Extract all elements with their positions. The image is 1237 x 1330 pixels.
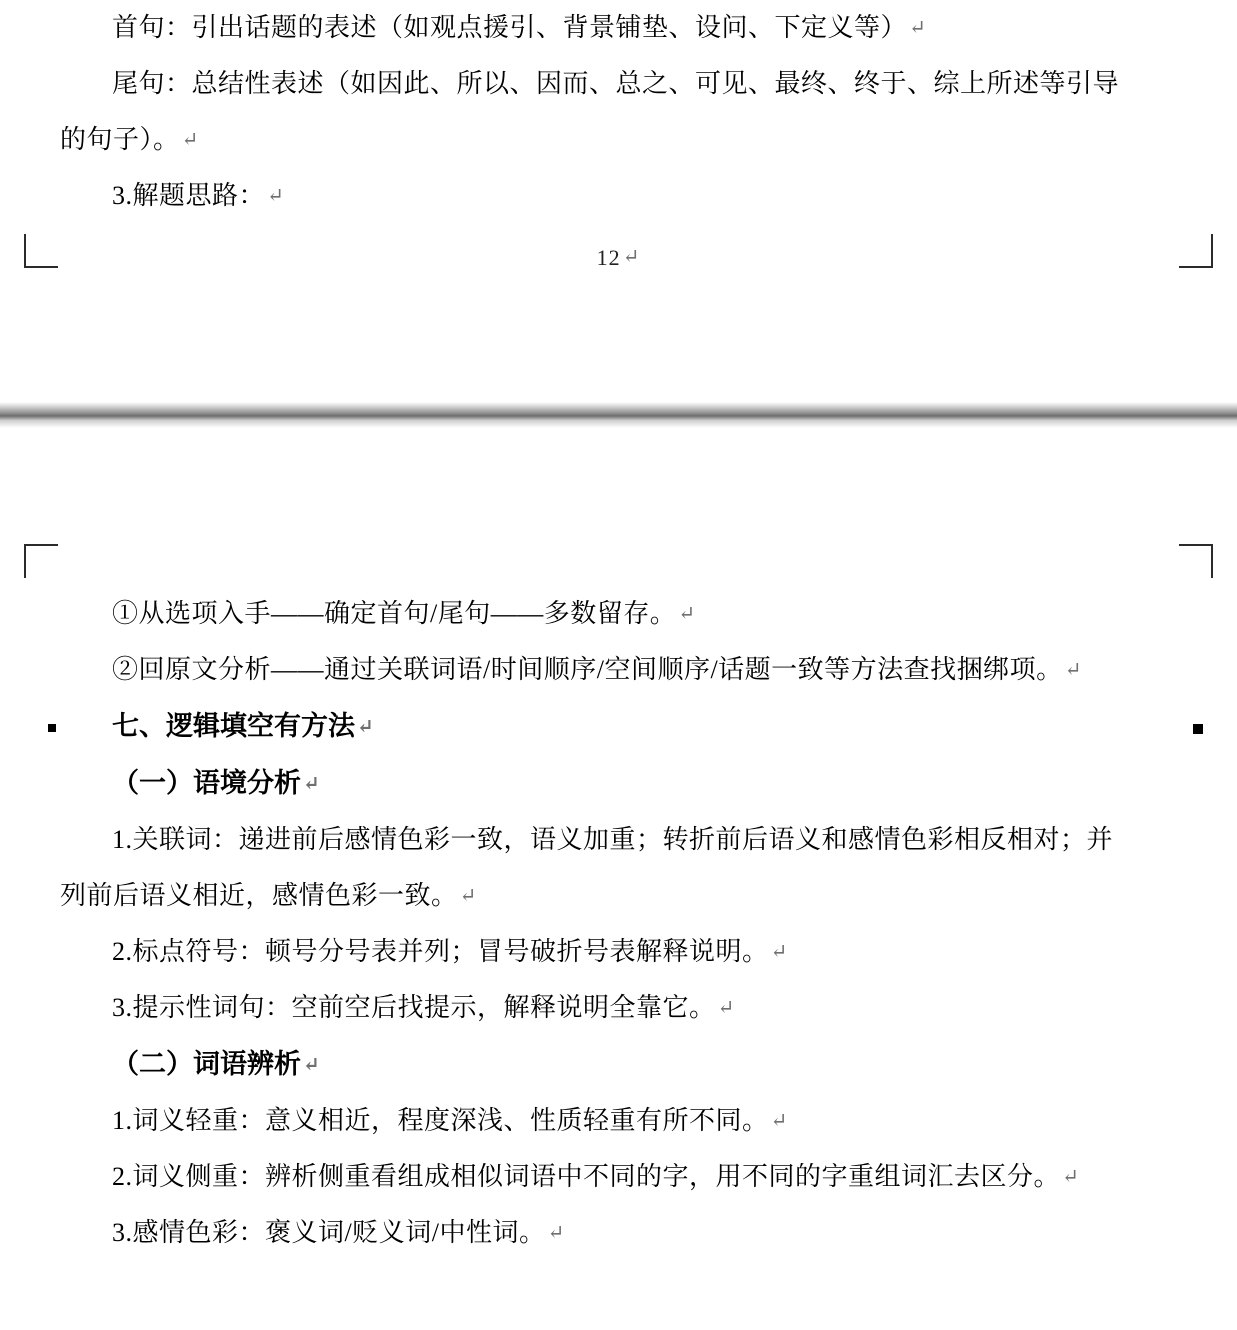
page-separator [0, 392, 1237, 438]
paragraph-mark: ↵ [1064, 659, 1082, 681]
paragraph-text: 1.词义轻重：意义相近，程度深浅、性质轻重有所不同。 [112, 1106, 769, 1135]
page-number-mark: ↵ [622, 246, 641, 268]
section-heading-mark: ↵ [357, 716, 374, 738]
paragraph-text: 1.关联词：递进前后感情色彩一致，语义加重；转折前后语义和感情色彩相反相对；并 [112, 825, 1114, 854]
sub-heading-2 [0, 1036, 1237, 1093]
crop-mark-bottom-right [1179, 234, 1213, 268]
paragraph-text: 2.词义侧重：辨析侧重看组成相似词语中不同的字，用不同的字重组词汇去区分。 [112, 1162, 1061, 1191]
sub-heading-1-mark: ↵ [303, 773, 320, 795]
section-heading [0, 698, 1237, 755]
sub-heading-1-text: （一）语境分析 [112, 768, 301, 798]
paragraph-mark [1119, 73, 1121, 95]
paragraph [0, 1149, 1237, 1205]
paragraph-mark: ↵ [678, 603, 696, 625]
page-top-margin [0, 438, 1237, 586]
page-number [0, 244, 1237, 271]
page-number-value: 12 [596, 245, 621, 270]
sub-heading-2-mark: ↵ [303, 1054, 320, 1076]
margin-square-icon [1193, 724, 1203, 734]
paragraph-mark: ↵ [717, 997, 735, 1019]
paragraph-mark: ↵ [770, 941, 788, 963]
paragraph [0, 1093, 1237, 1149]
paragraph [0, 868, 1237, 924]
paragraph [0, 924, 1237, 980]
paragraph [0, 980, 1237, 1036]
paragraph-text: ②回原文分析——通过关联词语/时间顺序/空间顺序/话题一致等方法查找捆绑项。 [112, 655, 1063, 684]
paragraph [0, 586, 1237, 642]
paragraph-mark: ↵ [547, 1222, 565, 1244]
paragraph-text: 尾句：总结性表述（如因此、所以、因而、总之、可见、最终、终于、综上所述等引导 [112, 69, 1120, 98]
paragraph-text: 3.解题思路： [112, 181, 266, 210]
paragraph [0, 0, 1237, 56]
paragraph [0, 812, 1237, 868]
paragraph-text: 3.提示性词句：空前空后找提示，解释说明全靠它。 [112, 993, 716, 1022]
crop-mark-top-left [24, 544, 58, 578]
paragraph-mark [1113, 829, 1115, 851]
paragraph [0, 56, 1237, 112]
paragraph-mark: ↵ [181, 129, 199, 151]
paragraph-text: 的句子）。 [60, 125, 180, 154]
paragraph [0, 642, 1237, 698]
sub-heading-1 [0, 755, 1237, 812]
paragraph-mark: ↵ [1062, 1166, 1080, 1188]
paragraph-mark: ↵ [267, 185, 285, 207]
paragraph [0, 112, 1237, 168]
paragraph-text: 2.标点符号：顿号分号表并列；冒号破折号表解释说明。 [112, 937, 769, 966]
paragraph [0, 168, 1237, 224]
paragraph-text: 列前后语义相近，感情色彩一致。 [60, 881, 458, 910]
paragraph [0, 1205, 1237, 1261]
paragraph-text: ①从选项入手——确定首句/尾句——多数留存。 [112, 599, 677, 628]
section-heading-text: 七、逻辑填空有方法 [112, 711, 355, 741]
paragraph-mark: ↵ [459, 885, 477, 907]
crop-mark-top-right [1179, 544, 1213, 578]
paragraph-text: 3.感情色彩：褒义词/贬义词/中性词。 [112, 1218, 546, 1247]
document-page-2 [0, 438, 1237, 1261]
bullet-square-icon [48, 724, 56, 732]
paragraph-text: 首句：引出话题的表述（如观点援引、背景铺垫、设问、下定义等） [112, 13, 908, 42]
paragraph-mark: ↵ [909, 17, 927, 39]
sub-heading-2-text: （二）词语辨析 [112, 1049, 301, 1079]
document-page-1 [0, 0, 1237, 392]
paragraph-mark: ↵ [770, 1110, 788, 1132]
crop-mark-bottom-left [24, 234, 58, 268]
